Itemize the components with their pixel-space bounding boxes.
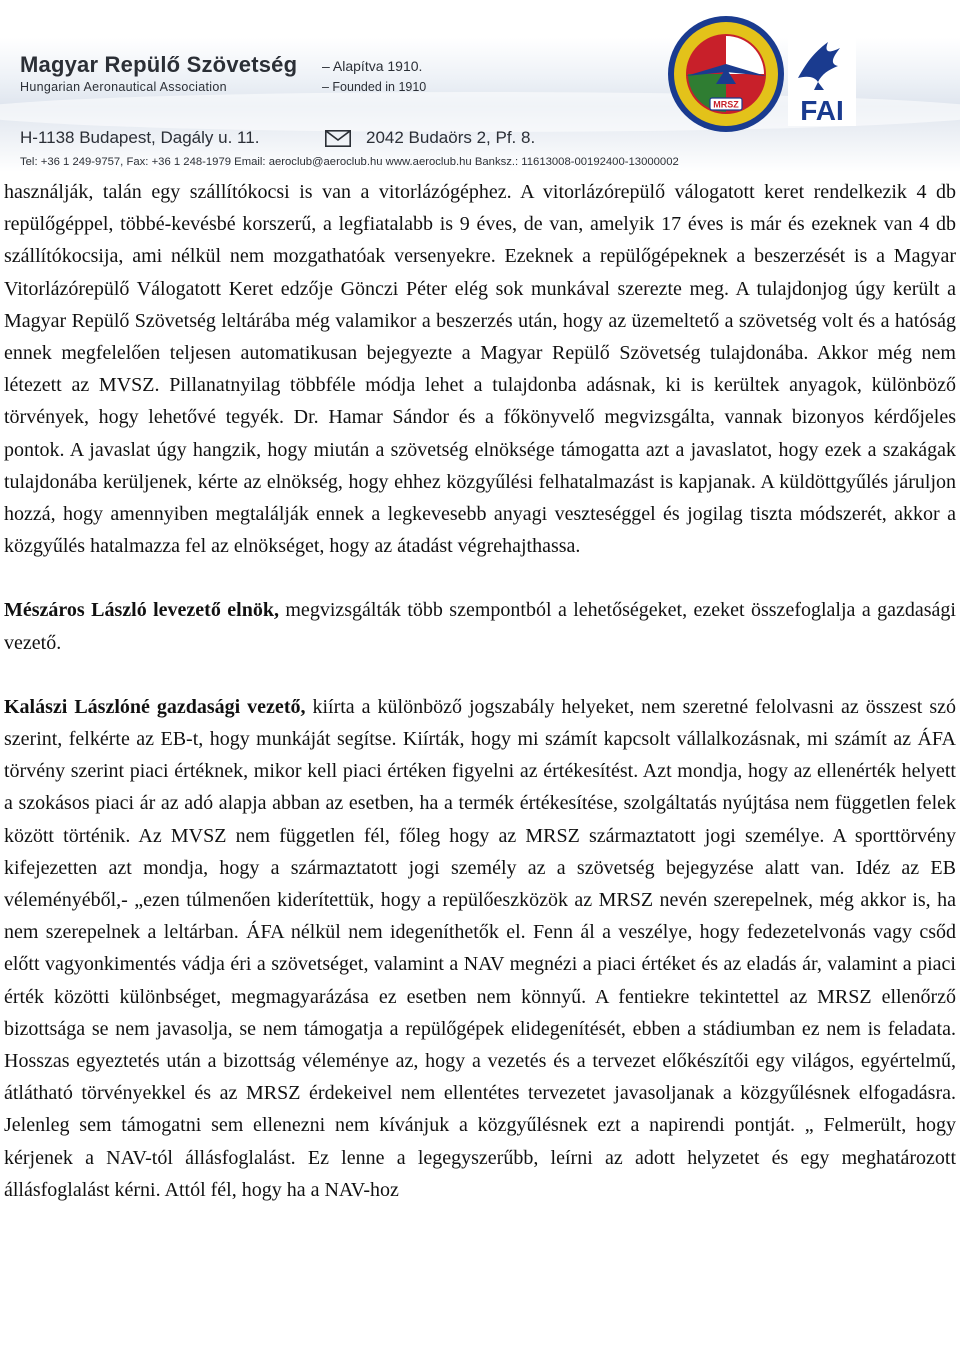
address-street: H-1138 Budapest, Dagály u. 11. bbox=[20, 128, 260, 147]
fai-label: FAI bbox=[800, 95, 844, 126]
paragraph-text: használják, talán egy szállítókocsi is van a vitorlázógéphez. A vitorlázórepülő válogatott keret rendelkezik 4 db repülőgéppel, többé-kevésbé korszerű, a legfiatalabb is 9 éves, de van, amelyik 17 éves is már és ezeknek van 4 db szállítókocsija, ami nélkül nem mozgathatóak versenyekre. Ezeknek a repülőgépeknek a beszerzését is a Magyar Vitorlázórepülő Válogatott Keret edzője Gönczi Péter elég sok munkával szerezte meg. A tulajdonjog úgy került a Magyar Repülő Szövetség leltárába még valamikor a beszerzés után, hogy az üzemeltető a szövetség volt és a hatóság ennek megfelelően teljesen automatikusan bejegyezte a Magyar Repülő Szövetség tulajdonába. Akkor még nem létezett az MVSZ. Pillanatnyilag többféle módja lehet a tulajdonba adásnak, ki is kerültek anyagok, különböző törvények, hogy lehetővé tegyék. Dr. Hamar Sándor és a főkönyvelő megvizsgálta, vannak bizonyos kérdőjeles pontok. A javaslat úgy hangzik, hogy miután a szövetség elnöksége támogatta azt a javaslatot, hogy ezek a szakágak tulajdonába kerüljenek, kérte az elnökség, hogy ehhez közgyűlési felhatalmazást is kapjanak. A küldöttgyűlés járuljon hozzá, hogy amennyiben megtalálják ennek a legkevesebb anyagi veszteséggel és jogilag tiszta módszerét, akkor a közgyűlés hatalmazza fel az elnökséget, hogy az átadást végrehajthassa. bbox=[4, 181, 956, 558]
letterhead bbox=[0, 0, 960, 172]
org-name-en: Hungarian Aeronautical Association bbox=[20, 80, 227, 94]
document-body bbox=[4, 176, 956, 1206]
emblem-label: MRSZ bbox=[713, 99, 739, 110]
speaker-name: Mészáros László levezető elnök, bbox=[4, 599, 279, 622]
speaker-name: Kalászi Lászlóné gazdasági vezető, bbox=[4, 695, 306, 718]
address-po-box: 2042 Budaörs 2, Pf. 8. bbox=[366, 128, 536, 147]
paragraph-finance-statement bbox=[4, 691, 956, 1206]
mrsz-emblem-icon bbox=[666, 14, 786, 134]
paragraph-aircraft-ownership bbox=[4, 176, 956, 562]
org-name: Magyar Repülő Szövetség bbox=[20, 52, 298, 77]
paragraph-text: kiírta a különböző jogszabály helyeket, nem szeretné felolvasni az összest szó szerint, felkérte az EB-t, hogy munkáját segítse. Kiírták, hogy mi számít kapcsolt vállalkozásnak, mi számít az ÁFA törvény szerint piaci értéknek, mikor kell piaci értéken figyelni az értékesítést. Azt mondja, hogy az ellenérték helyett a szokásos piaci ár az adó alapja abban az esetben, ha a termék értékesítése, szolgáltatás nyújtása nem független felek között történik. Az MVSZ nem független fél, főleg hogy az MRSZ származtatott jogi személye. A sporttörvény kifejezetten azt mondja, hogy a származtatott jogi személy az a szövetség bejegyzése alatt van. Idéz az EB véleményéből,- „ezen túlmenően kiderítettük, hogy a repülőeszközök az MRSZ nevén szerepelnek, még akkor is, ha nem szerepelnek a leltárban. ÁFA nélkül nem idegeníthetők el. Fenn ál a veszélye, hogy fedezetelvonás vagy csőd előtt vagyonkimentés vádja éri a szövetséget, valamint a NAV megnézi a piaci értéket és az eladás ár, valamint a piaci érték közötti különbséget, megmagyarázása ez esetben nem könnyű. A fentiekre tekintettel az MRSZ ellenőrző bizottsága se nem javasolja, se nem támogatja a repülőgépek elidegenítését, ebben a stádiumban ez nem is feladata. Hosszas egyeztetés után a bizottság véleménye az, hogy a vezetés és a tervezet előkészítői egy világos, egyértelmű, átlátható törvényekkel és az MRSZ érdekeivel nem ellentétes tervezetet javasoljanak a közgyűlésnek elfogadásra. Jelenleg sem támogatni sem ellenezni nem kívánjuk a közgyűlésnek ezt a napirendi pontját. „ Felmerült, hogy kérjenek a NAV-tól állásfoglalást. Ez lenne a legegyszerűbb, leírni az adott helyzetet és egy meghatározott állásfoglalást kérni. Attól fél, hogy ha a NAV-hoz bbox=[4, 695, 956, 1201]
org-founded: – Alapítva 1910. bbox=[322, 58, 423, 74]
contact-line: Tel: +36 1 249-9757, Fax: +36 1 248-1979 Email: aeroclub@aeroclub.hu www.aeroclub.hu Banksz.: 11613008-00192400-13000002 bbox=[20, 156, 679, 168]
envelope-icon bbox=[325, 130, 351, 147]
fai-logo-icon bbox=[788, 24, 856, 126]
paragraph-chair-statement bbox=[4, 594, 956, 658]
org-founded-en: – Founded in 1910 bbox=[322, 80, 427, 94]
paragraph-text: megvizsgálták több szempontból a lehetőségeket, ezeket összefoglalja a gazdasági vezető. bbox=[4, 599, 956, 654]
